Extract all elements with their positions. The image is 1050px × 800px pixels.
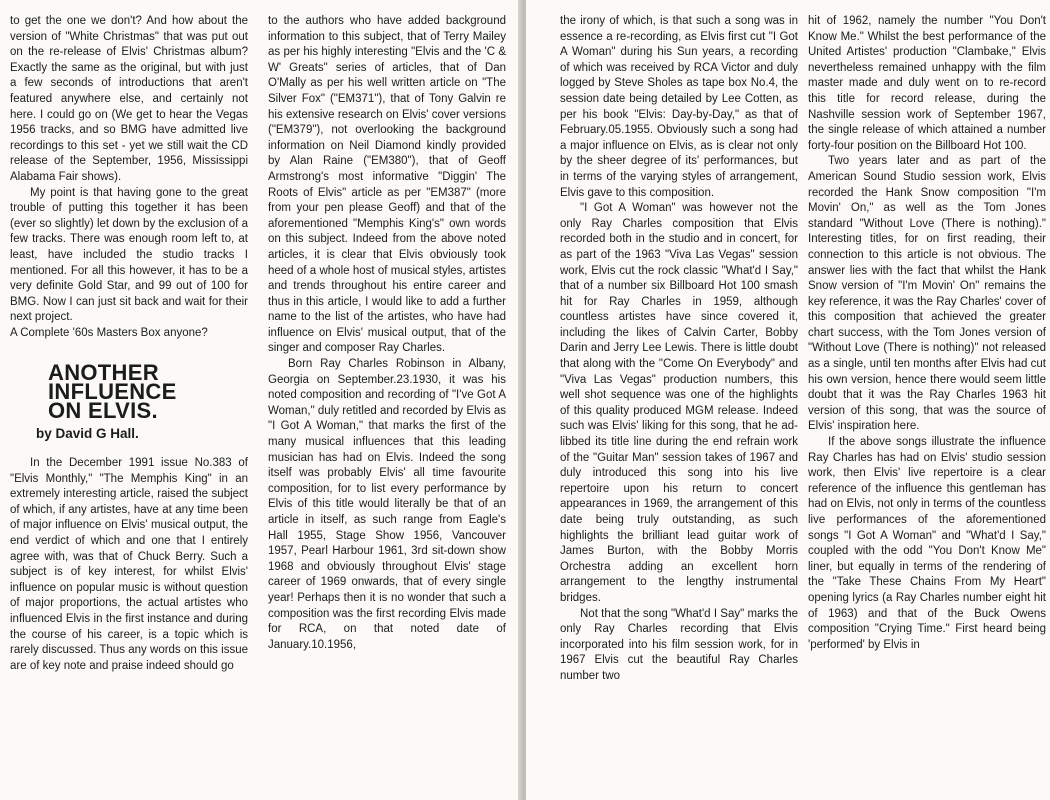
title-line: ON ELVIS. bbox=[48, 398, 158, 424]
paragraph: to get the one we don't? And how about the version of "White Christmas" that was put out on the re-release of Elvis' Christmas album? Exactly the same as the original, but with just a few seconds of introductions that aren't featured anywhere else, and certainly not here. I could go on (We get to hear the Vegas 1956 tracks, and so BMG have admitted live recordings to this set - yet we still wait the CD release of the September, 1956, Mississippi Alabama Fair shows). bbox=[10, 15, 248, 183]
title-line: ANOTHER bbox=[48, 360, 159, 386]
article-byline: by David G Hall. bbox=[36, 426, 139, 442]
paragraph: to the authors who have added background information to this subject, that of Terry Mailey as per his highly interesting "Elvis and the 'C & W' Greats" series of articles, that of Dan O'Mally as per his well written article on "The Silver Fox" ("EM371"), that of Tony Galvin re his extensive research on Elvis' cover versions ("EM379"), not overlooking the background information on Neil Diamond kindly provided by Alan Raine ("EM380"), that of Geoff Armstrong's most informative "Diggin' The Roots of Elvis" article as per "EM387" (more from your pen please Geoff) and that of the aforementioned "Memphis King's" own words on this subject. Indeed from the above noted articles, it is clear that Elvis obviously took heed of a whole host of musical styles, artistes and trends throughout his entire career and thus in this article, I would like to add a further name to the list of the artistes, who have had influence on Elvis' musical output, that of the singer and composer Ray Charles. bbox=[268, 15, 506, 355]
paragraph: Two years later and as part of the American Sound Studio session work, Elvis recorded the Hank Snow composition "I'm Movin' On," as well as the Tom Jones standard "Without Love (There is nothing)." Interesting titles, for on first reading, their connection to this article is not obvious. The answer lies with the fact that whilst the Hank Snow version of "I'm Movin' On" remains the key reference, it was the Ray Charles' cover of this composition that achieved the greater chart success, with the Tom Jones version of "Without Love (There is nothing)" not released as a single, until ten months after Elvis had cut his own version, hence there would seem little doubt that it was the Ray Charles 1963 hit version of this song, that was the source of Elvis' inspiration here. bbox=[808, 155, 1046, 433]
paragraph: If the above songs illustrate the influence Ray Charles has had on Elvis' studio session work, then Elvis' live repertoire is a clear reference of the influence this gentleman has had on Elvis, not only in terms of the countless live performances of the aforementioned songs "I Got A Woman" and "What'd I Say," coupled with the odd "You Don't Know Me" liner, but equally in terms of the rendering of the "Take These Chains From My Heart" opening lyrics (a Ray Charles number eight hit of 1963) and that of the Buck Owens composition "Crying Time." First heard being 'performed' by Elvis in bbox=[808, 436, 1046, 651]
paragraph: My point is that having gone to the great trouble of putting this together it has been (ever so slightly) let down by the exclusion of a few tracks. There was enough room left to, at least, have included the studio tracks I mentioned. For all this however, it has to be a very definite Gold Star, and 99 out of 100 for BMG. Now I can just sit back and wait for their next project. bbox=[10, 186, 248, 324]
text-column bbox=[268, 14, 506, 653]
paragraph: A Complete '60s Masters Box anyone? bbox=[10, 326, 208, 339]
text-column bbox=[10, 14, 248, 674]
right-page bbox=[526, 0, 1050, 800]
text-column bbox=[808, 14, 1046, 653]
paragraph: In the December 1991 issue No.383 of "Elvis Monthly," "The Memphis King" in an extremely interesting article, raised the subject of which, if any artistes, have at any time been of major influence on Elvis' musical output, the end verdict of which and one that I entirely agree with, was that of Chuck Berry. Such a subject is of key interest, for whilst Elvis' influence on popular music is without question of major proportions, the actual artistes who influenced Elvis in the first instance and during the course of his career, is a topic which is rarely discussed. Thus any words on this issue are of key note and praise indeed should go bbox=[10, 457, 248, 672]
title-line: INFLUENCE bbox=[48, 379, 177, 405]
paragraph: Not that the song "What'd I Say" marks the only Ray Charles recording that Elvis incorporated into his film session work, for in 1967 Elvis cut the beautiful Ray Charles number two bbox=[560, 607, 798, 682]
text-column bbox=[560, 14, 798, 685]
article-title bbox=[48, 360, 248, 424]
left-page bbox=[0, 0, 522, 800]
paragraph: hit of 1962, namely the number "You Don't Know Me." Whilst the best performance of the United Artistes' production "Clambake," Elvis nevertheless remained unhappy with the film master made and duly went on to re-record this title for record release, during the Nashville session work of September 1967, the single release of which attained a number forty-four position on the Billboard Hot 100. bbox=[808, 15, 1046, 152]
article-heading bbox=[10, 360, 248, 442]
paragraph: Born Ray Charles Robinson in Albany, Georgia on September.23.1930, it was his noted composition and recording of "I've Got A Woman," duly retitled and recorded by Elvis as "I Got A Woman," that marks the first of the many musical influences that this leading musician has had on Elvis. Indeed the song itself was probably Elvis' all time favourite composition, for to list every performance by Elvis of this title would literally be that of an article in itself, as such range from Eagle's Hall 1955, Stage Show 1956, Vancouver 1957, Pearl Harbour 1961, 3rd sit-down show 1968 and obviously throughout Elvis' stage career of 1969 onwards, that of every single year! Perhaps then it is no wonder that such a composition was the first recording Elvis made for RCA, on that noted date of January.10.1956, bbox=[268, 358, 506, 651]
paragraph: "I Got A Woman" was however not the only Ray Charles composition that Elvis recorded both in the studio and in concert, for as part of the 1963 "Viva Las Vegas" session work, Elvis cut the rock classic "What'd I Say," that of a number six Billboard Hot 100 smash hit for Ray Charles in 1959, although countless artistes have since covered it, including the likes of Calvin Carter, Bobby Darin and Jerry Lee Lewis. There is little doubt that along with the "Come On Everybody" and "Viva Las Vegas" production numbers, this well shot sequence was one of the highlights of this quality produced MGM release. Indeed such was Elvis' liking for this song, that he ad-libbed its title line during the end refrain work of the "Guitar Man" session takes of 1967 and duly introduced this song into his live repertoire upon his return to concert appearances in 1969, the arrangement of this date being truly outstanding, as such highlights the brilliant lead guitar work of James Burton, with the Bobby Morris Orchestra adding an excellent horn arrangement to the lengthy instrumental bridges. bbox=[560, 202, 798, 604]
paragraph: the irony of which, is that such a song was in essence a re-recording, as Elvis first cut "I Got A Woman" during his Sun years, a recording of which was received by RCA Victor and duly logged by Steve Sholes as tape box No.4, the session date being detailed by Lee Cotten, as per his book "Elvis: Day-by-Day," as that of February.05.1955. Obviously such a song had a major influence on Elvis, as is clear not only by the sheer degree of its' performances, but in terms of the varying styles of arrangement, Elvis gave to this composition. bbox=[560, 15, 798, 199]
